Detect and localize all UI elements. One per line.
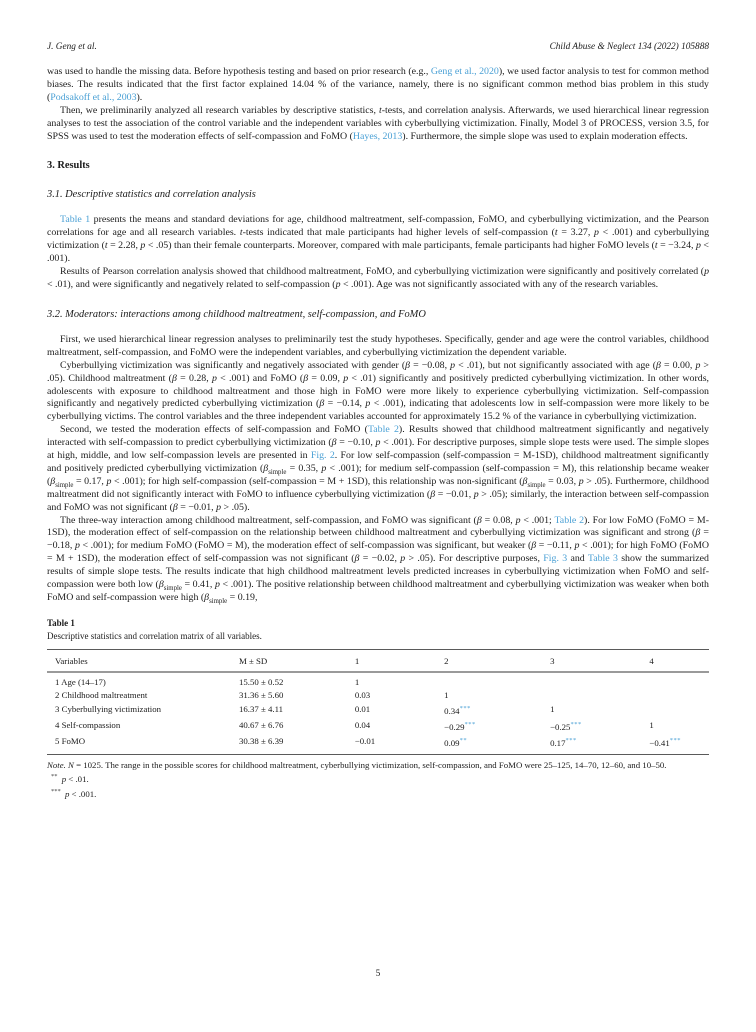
significance-asterisks: *** [464, 720, 476, 728]
table1-label: Table 1 [47, 617, 75, 628]
table1-column-header: 3 [550, 649, 649, 672]
running-head-journal: Child Abuse & Neglect 134 (2022) 105888 [549, 42, 709, 52]
significance-asterisks: ** [459, 736, 468, 744]
table-cell [649, 689, 709, 702]
citation-link[interactable]: Fig. 3 [543, 553, 568, 565]
article-body [47, 66, 709, 605]
footnote-marker: ** [51, 773, 58, 781]
table-cell [550, 672, 649, 689]
table1-caption: Descriptive statistics and correlation matrix of all variables. [47, 630, 262, 641]
table-cell: −0.29*** [444, 720, 476, 732]
table-cell: −0.01 [354, 736, 376, 747]
table-row [47, 689, 709, 702]
table1-header-row [47, 649, 709, 672]
page-number: 5 [375, 969, 381, 979]
paragraph: Results of Pearson correlation analysis showed that childhood maltreatment, FoMO, and cyberbullying victimization were significantly and positively correlated (p < .01), and were significantly and negatively related to self-compassion (p < .001). Age was not significantly associated with any of the research variables. [47, 266, 709, 290]
paragraph: Cyberbullying victimization was significantly and negatively associated with gender (β = −0.08, p < .01), but not significantly associated with age (β = 0.00, p > .05). Childhood maltreatment (β = 0.28, p < .001) and FoMO (β = 0.09, p < .01) significantly and positively predicted cyberbullying victimization. In other words, adolescents with exposure to childhood maltreatment and those high in FoMO were more likely to experience cyberbullying victimization. Self-compassion significantly and negatively predicted cyberbullying victimization (β = −0.14, p < .001), indicating that adolescents low in self-compassion were more likely to be cyberbullying victims. The control variables and the three independent variables accounted for approximately 15.2 % of the variance in cyberbullying victimization. [47, 359, 710, 423]
citation-link[interactable]: Table 3 [587, 553, 618, 565]
citation-link[interactable]: Geng et al., 2020 [430, 66, 499, 77]
table-cell: 0.03 [354, 689, 371, 700]
paragraph: Then, we preliminarily analyzed all research variables by descriptive statistics, t-tests, and correlation analysis. Afterwards, we used hierarchical linear regression analyses to test the association of the control variable and the independent variables with cyberbullying victimization. Finally, Model 3 of PROCESS, version 3.5, for SPSS was used to test the moderation effects of self-compassion and FoMO (Hayes, 2013). Furthermore, the simple slope was used to explain moderation effects. [47, 104, 709, 142]
table-footnote: ** p < .01. [51, 773, 89, 785]
table-cell [444, 672, 550, 689]
paragraph: First, we used hierarchical linear regression analyses to preliminarily test the study hypotheses. Specifically, gender and age were the control variables, childhood maltreatment, self-compassion, and FoMO were the independent variables, and cyberbullying victimization the dependent variable. [47, 333, 709, 358]
table-row [47, 734, 709, 754]
section-heading: 3.1. Descriptive statistics and correlation analysis [47, 189, 256, 201]
table1-column-header: 4 [649, 649, 709, 672]
table1-column-header: 2 [444, 649, 550, 672]
citation-link[interactable]: Fig. 2 [310, 450, 335, 462]
section-heading: 3. Results [47, 160, 90, 172]
table-footnote: *** p < .001. [51, 787, 97, 799]
citation-link[interactable]: Table 2 [367, 424, 399, 436]
table1-column-header: M ± SD [239, 649, 355, 672]
table-cell: 1 [354, 676, 360, 687]
table-cell: 16.37 ± 4.11 [238, 704, 284, 715]
table-cell [649, 702, 709, 718]
table-cell: 0.01 [354, 704, 371, 715]
table-cell: 1 [444, 689, 449, 700]
table-cell: 1 [649, 720, 654, 731]
table-cell: 40.67 ± 6.76 [238, 720, 284, 731]
table-cell: 1 Age (14–17) [55, 676, 106, 687]
running-head [47, 42, 709, 53]
table1 [47, 649, 709, 755]
table1-column-header: 1 [355, 649, 444, 672]
citation-link[interactable]: Table 2 [554, 514, 585, 526]
table-cell: 5 FoMO [55, 736, 86, 747]
paragraph: Table 1 presents the means and standard deviations for age, childhood maltreatment, self-compassion, FoMO, and cyberbullying victimization, and the Pearson correlations for age and all research variables. t-tests indicated that male participants had higher levels of self-compassion (t = 3.27, p < .001) and cyberbullying victimization (t = 2.28, p < .05) than their female counterparts. Moreover, compared with male participants, female participants had higher FoMO levels (t = −3.24, p < .001). [47, 214, 710, 265]
table-row [47, 672, 709, 689]
paragraph: The three-way interaction among childhood maltreatment, self-compassion, and FoMO was significant (β = 0.08, p < .001; Table 2). For low FoMO (FoMO = M-1SD), the moderation effect of self-compassion on the relationship between childhood maltreatment and cyberbullying victimization was significant and strong (β = −0.18, p < .001); for medium FoMO (FoMO = M), the moderation effect of self-compassion was significant, but weaker (β = −0.11, p < .001); for high FoMO (FoMO = M + 1SD), the moderation effect of self-compassion was not significant (β = −0.02, p > .05). For descriptive purposes, Fig. 3 and Table 3 show the summarized results of simple slope tests. The results indicate that high childhood maltreatment levels predicted increases in cyberbullying victimization when FoMO and self-compassion were both low ($\beta_{simple} = 0.41$, p < .001). The positive relationship between childhood maltreatment and cyberbullying victimization was weaker when both FoMO and self-compassion were high ($\beta_{simple} = 0.19$, [47, 514, 709, 605]
table-cell: −0.25*** [550, 720, 582, 732]
paragraph: Second, we tested the moderation effects of self-compassion and FoMO (Table 2). Results showed that childhood maltreatment significantly and negatively interacted with self-compassion to predict cyberbullying victimization (β = −0.10, p < .001). For descriptive purposes, simple slope tests were used. The simple slopes at high, middle, and low self-compassion levels are presented in Fig. 2. For low self-compassion (self-compassion = M-1SD), childhood maltreatment significantly and positively predicted cyberbullying victimization ($\beta_{simple} = 0.35$, p < .001); for medium self-compassion (self-compassion = M), this relationship became weaker ($\beta_{simple} = 0.17$, p < .001); for high self-compassion (self-compassion = M + 1SD), this relationship was non-significant ($\beta_{simple} = 0.03$, p > .05). Furthermore, childhood maltreatment did not significantly interact with FoMO to influence cyberbullying victimization (β = −0.01, p > .05); similarly, the interaction between self-compassion and FoMO was not significant (β = −0.01, p > .05). [47, 424, 710, 513]
table-row [47, 702, 709, 718]
significance-asterisks: *** [570, 720, 582, 728]
table-cell: 2 Childhood maltreatment [55, 689, 148, 700]
table-cell: 30.38 ± 6.39 [238, 736, 284, 747]
table1-column-header: Variables [47, 649, 239, 672]
table-cell: 0.09** [444, 736, 468, 748]
table-cell: −0.41*** [649, 736, 681, 748]
citation-link[interactable]: Table 1 [60, 214, 91, 226]
significance-asterisks: *** [669, 736, 681, 744]
table1-note: Note. N = 1025. The range in the possible scores for childhood maltreatment, cyberbullying victimization, self-compassion, and FoMO were 25–125, 14–70, 12–60, and 10–50. [47, 759, 667, 770]
table-cell: 1 [550, 704, 555, 715]
citation-link[interactable]: Hayes, 2013 [352, 130, 403, 142]
citation-link[interactable]: Podsakoff et al., 2003 [50, 91, 137, 103]
footnote-marker: *** [51, 787, 61, 795]
table-cell: 3 Cyberbullying victimization [55, 704, 162, 715]
table-cell: 0.04 [354, 720, 371, 731]
table-cell [550, 689, 649, 702]
significance-asterisks: *** [459, 704, 471, 712]
section-heading: 3.2. Moderators: interactions among childhood maltreatment, self-compassion, and FoMO [47, 308, 426, 320]
significance-asterisks: *** [565, 736, 577, 744]
table-row [47, 718, 709, 734]
running-head-author: J. Geng et al. [47, 42, 97, 52]
table-cell: 4 Self-compassion [55, 720, 121, 731]
table-cell: 0.17*** [550, 736, 577, 748]
table-cell: 0.34*** [444, 704, 471, 716]
table-cell [649, 672, 709, 689]
table1-footnotes [47, 771, 709, 800]
table-cell: 31.36 ± 5.60 [238, 689, 284, 700]
table-cell: 15.50 ± 0.52 [238, 676, 284, 687]
paragraph: was used to handle the missing data. Before hypothesis testing and based on prior research (e.g., Geng et al., 2020), we used factor analysis to test for common method biases. The results indicated that the first factor explained 14.04 % of the variance, namely, there is no significant common method bias problem in this study (Podsakoff et al., 2003). [47, 66, 709, 103]
